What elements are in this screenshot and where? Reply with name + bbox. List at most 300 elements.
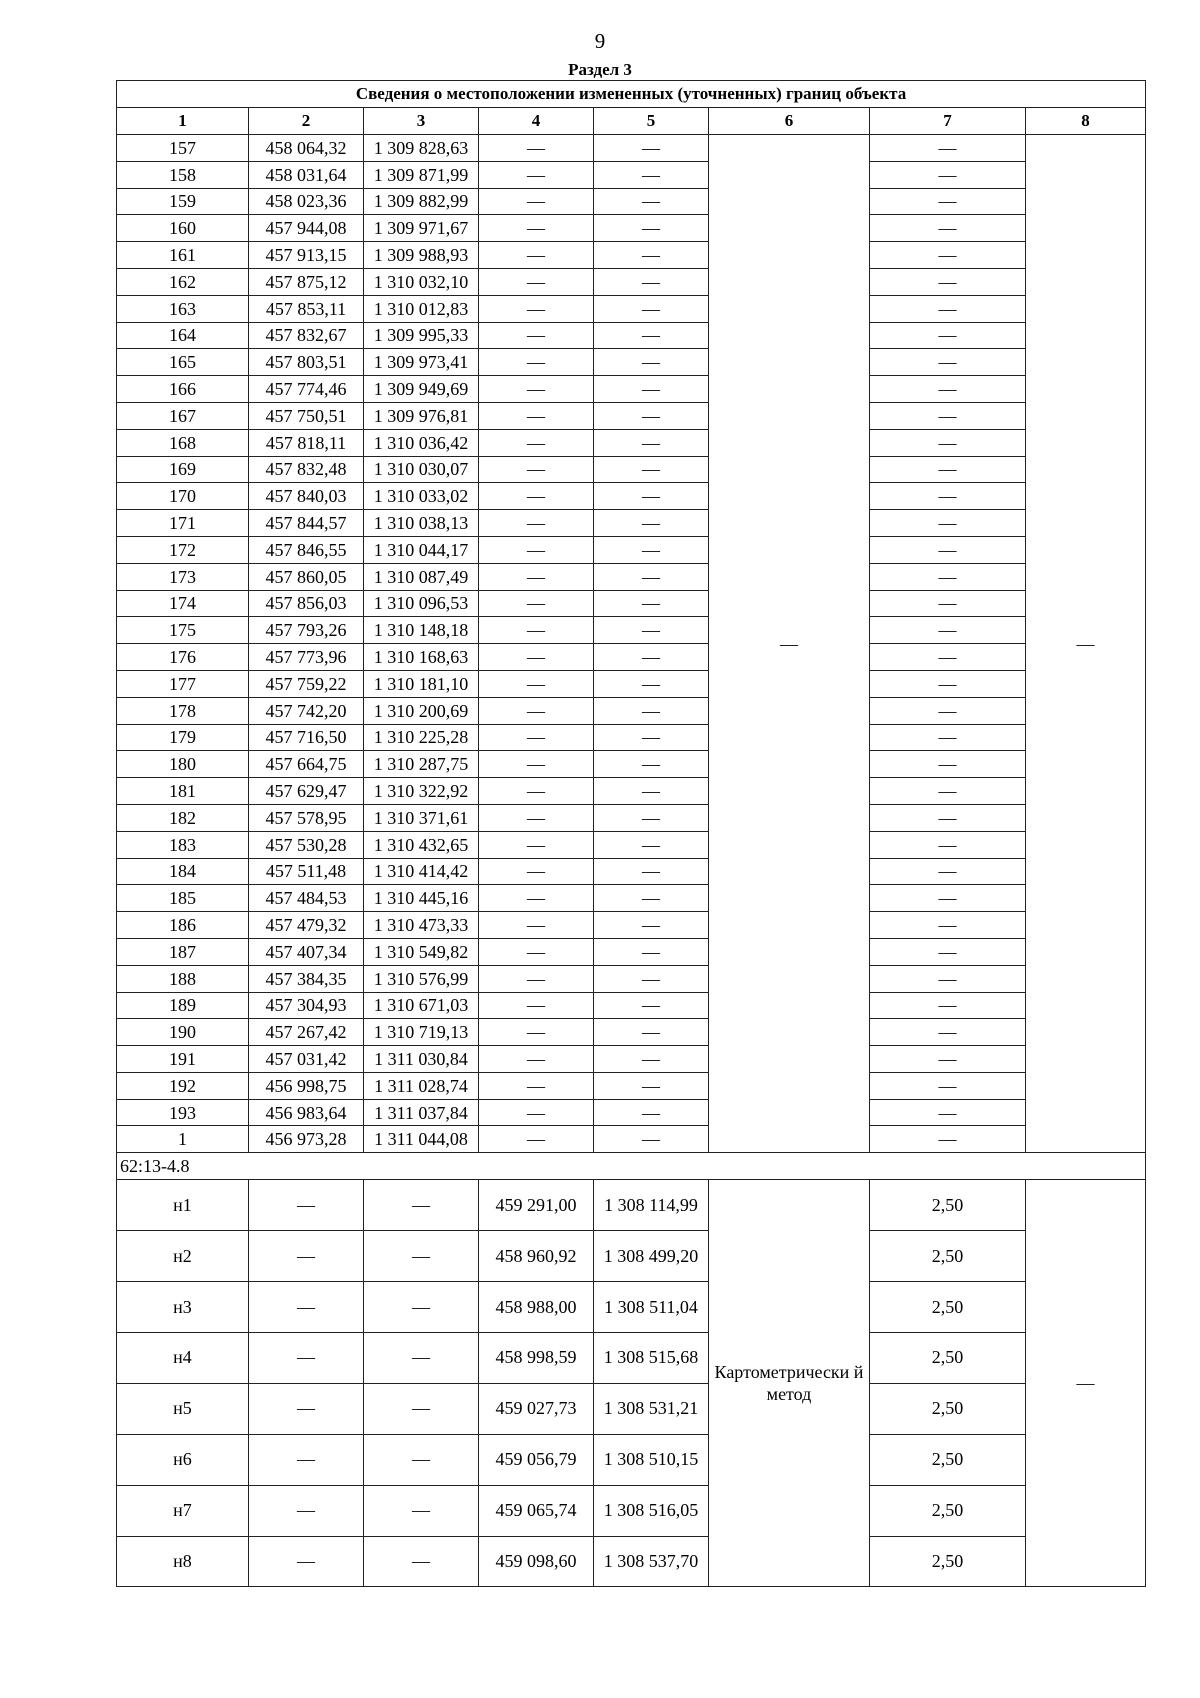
new-y-cell: 1 308 511,04 xyxy=(594,1282,709,1333)
new-x-cell: — xyxy=(479,617,594,644)
y-coordinate-cell: 1 311 028,74 xyxy=(364,1072,479,1099)
x-coordinate-cell: 457 875,12 xyxy=(249,268,364,295)
new-y-cell: — xyxy=(594,295,709,322)
table-row xyxy=(117,188,1146,215)
x-coordinate-cell: 456 973,28 xyxy=(249,1126,364,1153)
x-coordinate-cell: 457 407,34 xyxy=(249,938,364,965)
x-coordinate-cell: 457 793,26 xyxy=(249,617,364,644)
new-x-cell: — xyxy=(479,1019,594,1046)
new-y-cell: — xyxy=(594,456,709,483)
new-y-cell: — xyxy=(594,644,709,671)
table-row xyxy=(117,376,1146,403)
accuracy-cell: — xyxy=(870,617,1026,644)
new-y-cell: — xyxy=(594,938,709,965)
accuracy-cell: — xyxy=(870,563,1026,590)
new-y-cell: — xyxy=(594,376,709,403)
table-row xyxy=(117,885,1146,912)
accuracy-cell: — xyxy=(870,885,1026,912)
y-coordinate-cell: 1 310 096,53 xyxy=(364,590,479,617)
table-row xyxy=(117,1099,1146,1126)
point-number-cell: н7 xyxy=(117,1485,249,1536)
new-x-cell: — xyxy=(479,1099,594,1126)
new-x-cell: 458 998,59 xyxy=(479,1332,594,1383)
accuracy-cell: — xyxy=(870,858,1026,885)
point-number-cell: н5 xyxy=(117,1383,249,1434)
new-y-cell: — xyxy=(594,1046,709,1073)
table-row xyxy=(117,804,1146,831)
x-coordinate-cell: 456 983,64 xyxy=(249,1099,364,1126)
table-row xyxy=(117,992,1146,1019)
new-y-cell: 1 308 516,05 xyxy=(594,1485,709,1536)
accuracy-cell: 2,50 xyxy=(870,1332,1026,1383)
column-header-3: 3 xyxy=(364,108,479,135)
x-coordinate-cell: 457 304,93 xyxy=(249,992,364,1019)
point-number-cell: 166 xyxy=(117,376,249,403)
y-coordinate-cell: 1 310 012,83 xyxy=(364,295,479,322)
table-caption: Сведения о местоположении измененных (уточненных) границ объекта xyxy=(117,81,1146,108)
y-coordinate-cell: 1 309 976,81 xyxy=(364,402,479,429)
new-y-cell: — xyxy=(594,590,709,617)
table-row xyxy=(117,349,1146,376)
accuracy-cell: — xyxy=(870,724,1026,751)
table-row xyxy=(117,1485,1146,1536)
new-x-cell: — xyxy=(479,268,594,295)
new-y-cell: — xyxy=(594,510,709,537)
accuracy-cell: — xyxy=(870,590,1026,617)
point-number-cell: н1 xyxy=(117,1180,249,1231)
new-y-cell: — xyxy=(594,563,709,590)
new-y-cell: — xyxy=(594,670,709,697)
x-coordinate-cell: 457 803,51 xyxy=(249,349,364,376)
accuracy-cell: — xyxy=(870,1072,1026,1099)
new-x-cell: — xyxy=(479,161,594,188)
new-x-cell: — xyxy=(479,536,594,563)
new-x-cell: — xyxy=(479,644,594,671)
accuracy-cell: — xyxy=(870,483,1026,510)
point-number-cell: 162 xyxy=(117,268,249,295)
y-coordinate-cell: 1 310 322,92 xyxy=(364,778,479,805)
new-x-cell: — xyxy=(479,965,594,992)
accuracy-cell: — xyxy=(870,644,1026,671)
new-x-cell: — xyxy=(479,376,594,403)
y-coordinate-cell: — xyxy=(364,1282,479,1333)
new-x-cell: — xyxy=(479,778,594,805)
new-x-cell: 459 098,60 xyxy=(479,1536,594,1587)
new-y-cell: 1 308 515,68 xyxy=(594,1332,709,1383)
accuracy-cell: — xyxy=(870,965,1026,992)
table-row xyxy=(117,831,1146,858)
column-header-2: 2 xyxy=(249,108,364,135)
new-x-cell: — xyxy=(479,992,594,1019)
new-x-cell: 459 065,74 xyxy=(479,1485,594,1536)
accuracy-cell: — xyxy=(870,268,1026,295)
table-row xyxy=(117,1332,1146,1383)
new-x-cell: — xyxy=(479,322,594,349)
x-coordinate-cell: 457 629,47 xyxy=(249,778,364,805)
x-coordinate-cell: 457 774,46 xyxy=(249,376,364,403)
accuracy-cell: — xyxy=(870,1126,1026,1153)
new-x-cell: — xyxy=(479,724,594,751)
x-coordinate-cell: 457 479,32 xyxy=(249,912,364,939)
point-number-cell: н2 xyxy=(117,1231,249,1282)
accuracy-cell: 2,50 xyxy=(870,1434,1026,1485)
new-y-cell: — xyxy=(594,402,709,429)
x-coordinate-cell: 457 484,53 xyxy=(249,885,364,912)
table-row xyxy=(117,1536,1146,1587)
new-x-cell: — xyxy=(479,215,594,242)
column-header-6: 6 xyxy=(709,108,870,135)
table-row xyxy=(117,215,1146,242)
new-x-cell: — xyxy=(479,295,594,322)
y-coordinate-cell: 1 309 871,99 xyxy=(364,161,479,188)
point-number-cell: 181 xyxy=(117,778,249,805)
new-y-cell: — xyxy=(594,188,709,215)
accuracy-cell: 2,50 xyxy=(870,1282,1026,1333)
y-coordinate-cell: 1 309 971,67 xyxy=(364,215,479,242)
point-number-cell: 167 xyxy=(117,402,249,429)
accuracy-cell: 2,50 xyxy=(870,1536,1026,1587)
x-coordinate-cell: 457 750,51 xyxy=(249,402,364,429)
new-x-cell: — xyxy=(479,751,594,778)
new-x-cell: — xyxy=(479,590,594,617)
y-coordinate-cell: 1 310 032,10 xyxy=(364,268,479,295)
y-coordinate-cell: 1 310 719,13 xyxy=(364,1019,479,1046)
new-x-cell: — xyxy=(479,1046,594,1073)
description-cell: — xyxy=(1026,1180,1146,1587)
new-y-cell: — xyxy=(594,858,709,885)
new-x-cell: — xyxy=(479,135,594,162)
point-number-cell: 183 xyxy=(117,831,249,858)
point-number-cell: 175 xyxy=(117,617,249,644)
y-coordinate-cell: 1 310 576,99 xyxy=(364,965,479,992)
point-number-cell: 161 xyxy=(117,242,249,269)
new-y-cell: — xyxy=(594,483,709,510)
y-coordinate-cell: — xyxy=(364,1383,479,1434)
new-x-cell: — xyxy=(479,885,594,912)
point-number-cell: 170 xyxy=(117,483,249,510)
table-row xyxy=(117,697,1146,724)
column-header-4: 4 xyxy=(479,108,594,135)
table-row xyxy=(117,456,1146,483)
new-y-cell: — xyxy=(594,215,709,242)
y-coordinate-cell: 1 309 988,93 xyxy=(364,242,479,269)
point-number-cell: 190 xyxy=(117,1019,249,1046)
accuracy-cell: 2,50 xyxy=(870,1485,1026,1536)
new-y-cell: — xyxy=(594,724,709,751)
table-row xyxy=(117,858,1146,885)
point-number-cell: 173 xyxy=(117,563,249,590)
y-coordinate-cell: 1 310 200,69 xyxy=(364,697,479,724)
y-coordinate-cell: 1 310 044,17 xyxy=(364,536,479,563)
table-row xyxy=(117,724,1146,751)
new-y-cell: — xyxy=(594,1019,709,1046)
x-coordinate-cell: 457 853,11 xyxy=(249,295,364,322)
point-number-cell: 1 xyxy=(117,1126,249,1153)
new-x-cell: — xyxy=(479,938,594,965)
y-coordinate-cell: — xyxy=(364,1536,479,1587)
new-y-cell: — xyxy=(594,242,709,269)
y-coordinate-cell: 1 310 432,65 xyxy=(364,831,479,858)
accuracy-cell: 2,50 xyxy=(870,1383,1026,1434)
table-row xyxy=(117,1434,1146,1485)
y-coordinate-cell: — xyxy=(364,1434,479,1485)
accuracy-cell: 2,50 xyxy=(870,1231,1026,1282)
point-number-cell: 172 xyxy=(117,536,249,563)
method-cell: — xyxy=(709,135,870,1153)
table-row xyxy=(117,617,1146,644)
x-coordinate-cell: 457 773,96 xyxy=(249,644,364,671)
x-coordinate-cell: 458 023,36 xyxy=(249,188,364,215)
y-coordinate-cell: — xyxy=(364,1485,479,1536)
table-row xyxy=(117,161,1146,188)
y-coordinate-cell: 1 310 445,16 xyxy=(364,885,479,912)
point-number-cell: 168 xyxy=(117,429,249,456)
table-row xyxy=(117,1126,1146,1153)
table-caption-row xyxy=(117,81,1146,108)
table-row xyxy=(117,1282,1146,1333)
new-x-cell: — xyxy=(479,912,594,939)
y-coordinate-cell: 1 311 044,08 xyxy=(364,1126,479,1153)
accuracy-cell: — xyxy=(870,402,1026,429)
x-coordinate-cell: — xyxy=(249,1434,364,1485)
x-coordinate-cell: 457 384,35 xyxy=(249,965,364,992)
point-number-cell: 174 xyxy=(117,590,249,617)
point-number-cell: 185 xyxy=(117,885,249,912)
accuracy-cell: — xyxy=(870,804,1026,831)
x-coordinate-cell: 457 860,05 xyxy=(249,563,364,590)
point-number-cell: 187 xyxy=(117,938,249,965)
new-y-cell: — xyxy=(594,831,709,858)
x-coordinate-cell: 457 716,50 xyxy=(249,724,364,751)
x-coordinate-cell: 457 267,42 xyxy=(249,1019,364,1046)
new-y-cell: — xyxy=(594,322,709,349)
accuracy-cell: — xyxy=(870,992,1026,1019)
new-x-cell: — xyxy=(479,402,594,429)
table-row xyxy=(117,510,1146,537)
x-coordinate-cell: — xyxy=(249,1536,364,1587)
accuracy-cell: — xyxy=(870,215,1026,242)
new-x-cell: — xyxy=(479,188,594,215)
new-y-cell: — xyxy=(594,1126,709,1153)
new-y-cell: — xyxy=(594,268,709,295)
table-row xyxy=(117,778,1146,805)
y-coordinate-cell: 1 309 828,63 xyxy=(364,135,479,162)
x-coordinate-cell: 457 530,28 xyxy=(249,831,364,858)
new-x-cell: — xyxy=(479,429,594,456)
y-coordinate-cell: 1 310 181,10 xyxy=(364,670,479,697)
new-x-cell: 459 056,79 xyxy=(479,1434,594,1485)
method-cell: Картометрически й метод xyxy=(709,1180,870,1587)
accuracy-cell: — xyxy=(870,1099,1026,1126)
new-y-cell: — xyxy=(594,1072,709,1099)
group-label: 62:13-4.8 xyxy=(117,1153,1146,1180)
point-number-cell: 159 xyxy=(117,188,249,215)
new-y-cell: — xyxy=(594,804,709,831)
table-row xyxy=(117,536,1146,563)
new-x-cell: — xyxy=(479,1126,594,1153)
table-row xyxy=(117,135,1146,162)
accuracy-cell: — xyxy=(870,938,1026,965)
x-coordinate-cell: 457 856,03 xyxy=(249,590,364,617)
x-coordinate-cell: — xyxy=(249,1383,364,1434)
y-coordinate-cell: 1 309 995,33 xyxy=(364,322,479,349)
point-number-cell: 191 xyxy=(117,1046,249,1073)
new-x-cell: — xyxy=(479,510,594,537)
table-row xyxy=(117,1180,1146,1231)
table-row xyxy=(117,938,1146,965)
page-number: 9 xyxy=(594,29,606,53)
table-row xyxy=(117,563,1146,590)
point-number-cell: 165 xyxy=(117,349,249,376)
y-coordinate-cell: — xyxy=(364,1332,479,1383)
new-x-cell: — xyxy=(479,242,594,269)
y-coordinate-cell: 1 310 168,63 xyxy=(364,644,479,671)
x-coordinate-cell: 458 031,64 xyxy=(249,161,364,188)
point-number-cell: 164 xyxy=(117,322,249,349)
point-number-cell: 184 xyxy=(117,858,249,885)
new-y-cell: 1 308 537,70 xyxy=(594,1536,709,1587)
y-coordinate-cell: 1 309 949,69 xyxy=(364,376,479,403)
x-coordinate-cell: 457 832,48 xyxy=(249,456,364,483)
table-row xyxy=(117,670,1146,697)
x-coordinate-cell: 457 742,20 xyxy=(249,697,364,724)
new-y-cell: — xyxy=(594,429,709,456)
x-coordinate-cell: 457 511,48 xyxy=(249,858,364,885)
table-row xyxy=(117,751,1146,778)
boundary-table xyxy=(116,80,1146,1587)
new-x-cell: — xyxy=(479,858,594,885)
new-x-cell: 459 291,00 xyxy=(479,1180,594,1231)
point-number-cell: н3 xyxy=(117,1282,249,1333)
point-number-cell: н4 xyxy=(117,1332,249,1383)
new-y-cell: — xyxy=(594,349,709,376)
y-coordinate-cell: 1 310 148,18 xyxy=(364,617,479,644)
y-coordinate-cell: 1 310 225,28 xyxy=(364,724,479,751)
table-row xyxy=(117,483,1146,510)
point-number-cell: 177 xyxy=(117,670,249,697)
point-number-cell: 176 xyxy=(117,644,249,671)
point-number-cell: 157 xyxy=(117,135,249,162)
y-coordinate-cell: 1 310 287,75 xyxy=(364,751,479,778)
accuracy-cell: — xyxy=(870,188,1026,215)
y-coordinate-cell: — xyxy=(364,1180,479,1231)
point-number-cell: 188 xyxy=(117,965,249,992)
y-coordinate-cell: — xyxy=(364,1231,479,1282)
y-coordinate-cell: 1 310 549,82 xyxy=(364,938,479,965)
y-coordinate-cell: 1 310 087,49 xyxy=(364,563,479,590)
accuracy-cell: — xyxy=(870,1046,1026,1073)
new-x-cell: — xyxy=(479,804,594,831)
x-coordinate-cell: — xyxy=(249,1282,364,1333)
point-number-cell: 160 xyxy=(117,215,249,242)
accuracy-cell: — xyxy=(870,536,1026,563)
point-number-cell: 193 xyxy=(117,1099,249,1126)
accuracy-cell: — xyxy=(870,697,1026,724)
new-y-cell: — xyxy=(594,536,709,563)
x-coordinate-cell: 457 840,03 xyxy=(249,483,364,510)
table-row xyxy=(117,402,1146,429)
x-coordinate-cell: 457 844,57 xyxy=(249,510,364,537)
column-header-1: 1 xyxy=(117,108,249,135)
x-coordinate-cell: 457 031,42 xyxy=(249,1046,364,1073)
accuracy-cell: — xyxy=(870,1019,1026,1046)
new-y-cell: — xyxy=(594,912,709,939)
column-header-8: 8 xyxy=(1026,108,1146,135)
table-row xyxy=(117,1231,1146,1282)
new-y-cell: 1 308 499,20 xyxy=(594,1231,709,1282)
accuracy-cell: — xyxy=(870,831,1026,858)
point-number-cell: 179 xyxy=(117,724,249,751)
x-coordinate-cell: 456 998,75 xyxy=(249,1072,364,1099)
new-y-cell: 1 308 114,99 xyxy=(594,1180,709,1231)
x-coordinate-cell: 457 664,75 xyxy=(249,751,364,778)
accuracy-cell: — xyxy=(870,135,1026,162)
new-x-cell: — xyxy=(479,456,594,483)
y-coordinate-cell: 1 310 038,13 xyxy=(364,510,479,537)
description-cell: — xyxy=(1026,135,1146,1153)
y-coordinate-cell: 1 310 030,07 xyxy=(364,456,479,483)
new-y-cell: — xyxy=(594,617,709,644)
x-coordinate-cell: — xyxy=(249,1485,364,1536)
new-x-cell: — xyxy=(479,670,594,697)
point-number-cell: 182 xyxy=(117,804,249,831)
x-coordinate-cell: 458 064,32 xyxy=(249,135,364,162)
accuracy-cell: — xyxy=(870,322,1026,349)
accuracy-cell: — xyxy=(870,295,1026,322)
new-y-cell: — xyxy=(594,751,709,778)
new-x-cell: — xyxy=(479,349,594,376)
new-y-cell: — xyxy=(594,1099,709,1126)
y-coordinate-cell: 1 310 671,03 xyxy=(364,992,479,1019)
accuracy-cell: — xyxy=(870,376,1026,403)
x-coordinate-cell: 457 944,08 xyxy=(249,215,364,242)
x-coordinate-cell: — xyxy=(249,1231,364,1282)
x-coordinate-cell: — xyxy=(249,1332,364,1383)
table-row xyxy=(117,1046,1146,1073)
x-coordinate-cell: 457 846,55 xyxy=(249,536,364,563)
point-number-cell: 158 xyxy=(117,161,249,188)
y-coordinate-cell: 1 311 030,84 xyxy=(364,1046,479,1073)
accuracy-cell: — xyxy=(870,510,1026,537)
x-coordinate-cell: 457 759,22 xyxy=(249,670,364,697)
table-row xyxy=(117,429,1146,456)
new-x-cell: — xyxy=(479,831,594,858)
table-row xyxy=(117,644,1146,671)
x-coordinate-cell: 457 913,15 xyxy=(249,242,364,269)
group-row xyxy=(117,1153,1146,1180)
accuracy-cell: — xyxy=(870,429,1026,456)
column-header-7: 7 xyxy=(870,108,1026,135)
table-body xyxy=(117,81,1146,1587)
point-number-cell: н8 xyxy=(117,1536,249,1587)
table-row xyxy=(117,912,1146,939)
table-row xyxy=(117,965,1146,992)
point-number-cell: 171 xyxy=(117,510,249,537)
y-coordinate-cell: 1 310 033,02 xyxy=(364,483,479,510)
y-coordinate-cell: 1 310 414,42 xyxy=(364,858,479,885)
new-x-cell: 459 027,73 xyxy=(479,1383,594,1434)
column-header-5: 5 xyxy=(594,108,709,135)
new-y-cell: — xyxy=(594,697,709,724)
new-x-cell: — xyxy=(479,1072,594,1099)
table-row xyxy=(117,268,1146,295)
table-row xyxy=(117,295,1146,322)
point-number-cell: 189 xyxy=(117,992,249,1019)
accuracy-cell: 2,50 xyxy=(870,1180,1026,1231)
x-coordinate-cell: 457 578,95 xyxy=(249,804,364,831)
accuracy-cell: — xyxy=(870,912,1026,939)
x-coordinate-cell: 457 832,67 xyxy=(249,322,364,349)
